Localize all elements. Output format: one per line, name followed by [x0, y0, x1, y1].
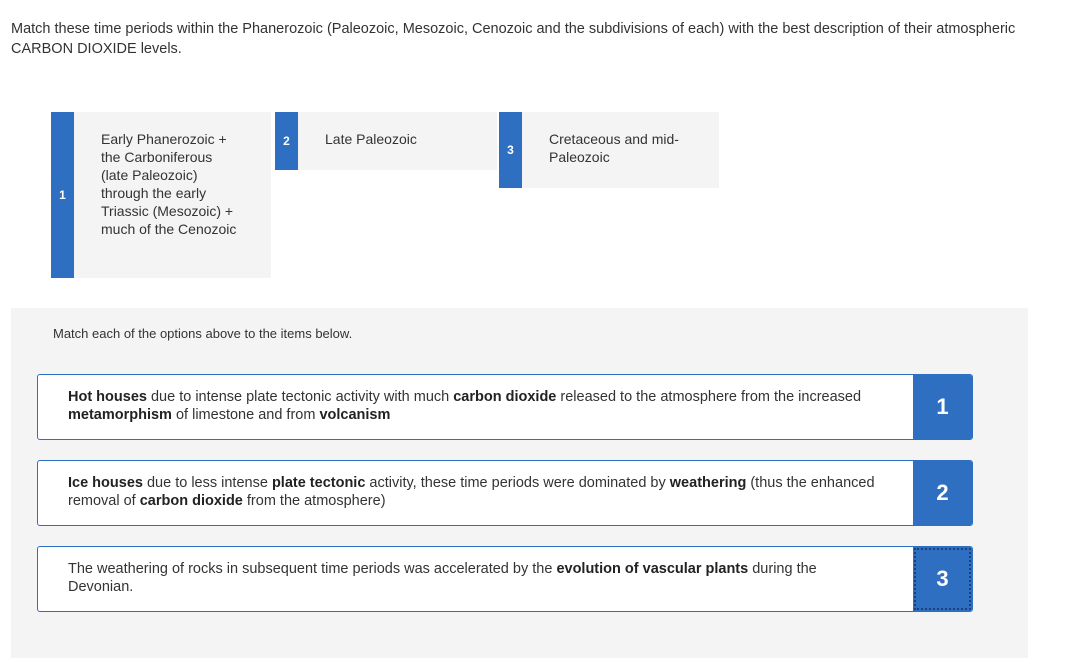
- question-text: Match these time periods within the Phanerozoic (Paleozoic, Mesozoic, Cenozoic and the subdivisions of each) with the best description of their atmospheric CARBON DIOXIDE levels.: [11, 21, 1016, 57]
- target-description: Ice houses due to less intense plate tectonic activity, these time periods were dominated by weathering (thus the enhanced removal of carbon dioxide from the atmosphere): [68, 475, 875, 509]
- target-description: The weathering of rocks in subsequent time periods was accelerated by the evolution of vascular plants during the Devonian.: [68, 561, 817, 595]
- option-number-badge: 1: [51, 112, 74, 278]
- match-target-area: [11, 308, 1028, 658]
- option-label: Cretaceous and mid-Paleozoic: [549, 131, 679, 165]
- option-1[interactable]: [51, 112, 271, 278]
- target-description: Hot houses due to intense plate tectonic activity with much carbon dioxide released to the atmosphere from the increased metamorphism of limestone and from volcanism: [68, 389, 862, 423]
- option-label: Early Phanerozoic + the Carboniferous (late Paleozoic) through the early Triassic (Mesozoic) + much of the Cenozoic: [101, 131, 237, 237]
- target-row-2: [37, 460, 973, 526]
- target-row-1: [37, 374, 973, 440]
- target-row-3: [37, 546, 973, 612]
- option-number-badge: 3: [499, 112, 522, 188]
- answer-slot-1[interactable]: 1: [913, 375, 972, 439]
- option-label: Late Paleozoic: [325, 131, 417, 147]
- answer-slot-3[interactable]: 3: [913, 547, 972, 611]
- option-number-badge: 2: [275, 112, 298, 170]
- option-3[interactable]: [499, 112, 719, 188]
- instruction-text: Match each of the options above to the items below.: [53, 326, 353, 341]
- answer-slot-2[interactable]: 2: [913, 461, 972, 525]
- option-2[interactable]: [275, 112, 497, 170]
